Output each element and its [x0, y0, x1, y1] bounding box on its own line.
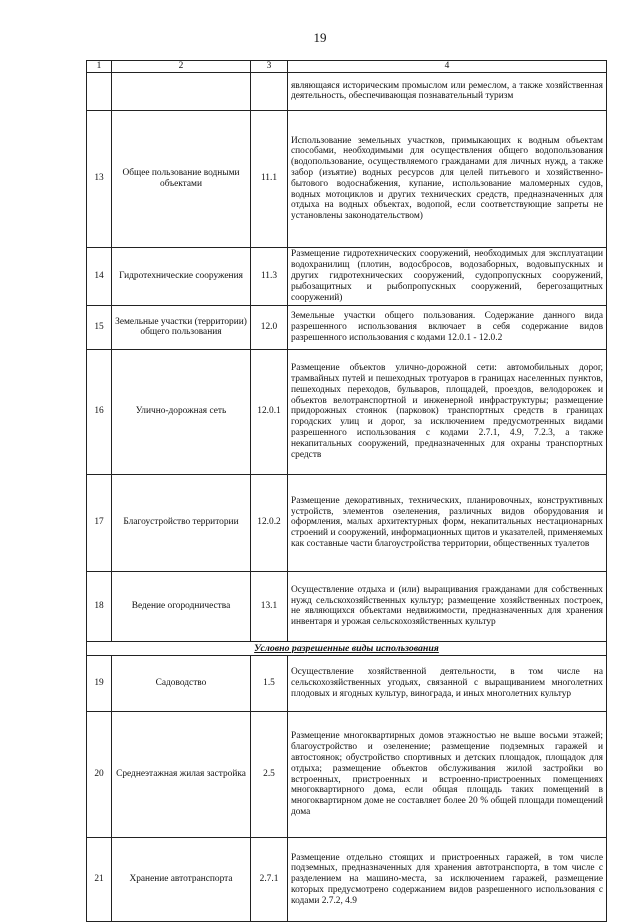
use-description: Осуществление отдыха и (или) выращивания гражданами для собственных нужд сельскохозяйственных культур; размещение хозяйственных построек, не являющихся объектами недвижимости, предназначенных для хранения инвентаря и урожая сельскохозяйственных культур	[288, 571, 607, 641]
use-name: Среднеэтажная жилая застройка	[112, 712, 251, 838]
table-row	[87, 838, 607, 922]
use-code: 2.5	[251, 712, 288, 838]
row-number: 16	[87, 349, 112, 474]
use-description: Размещение декоративных, технических, планировочных, конструктивных устройств, элементов озеленения, различных видов оборудования и оформления, малых архитектурных форм, некапитальных нестационарных строений и сооружений, информационных щитов и указателей, применяемых как составные части благоустройства территории, общественных туалетов	[288, 474, 607, 571]
table-row	[87, 712, 607, 838]
table-row	[87, 305, 607, 349]
use-name: Благоустройство территории	[112, 474, 251, 571]
use-code: 1.5	[251, 656, 288, 712]
use-name	[112, 72, 251, 110]
use-code: 11.3	[251, 247, 288, 305]
use-name: Земельные участки (территории) общего пользования	[112, 305, 251, 349]
row-number: 18	[87, 571, 112, 641]
header-col-2: 2	[112, 61, 251, 73]
land-use-table	[86, 60, 607, 922]
use-code: 12.0.1	[251, 349, 288, 474]
row-number: 21	[87, 838, 112, 922]
row-number: 19	[87, 656, 112, 712]
use-name: Ведение огородничества	[112, 571, 251, 641]
table-row	[87, 349, 607, 474]
use-description: Размещение отдельно стоящих и пристроенных гаражей, в том числе подземных, предназначенных для хранения автотранспорта, в том числе с разделением на машино-места, за исключением гаражей, размещение которых предусмотрено содержанием видов разрешенного использования с кодами 2.7.2, 4.9	[288, 838, 607, 922]
row-number: 17	[87, 474, 112, 571]
use-name: Садоводство	[112, 656, 251, 712]
use-name: Гидротехнические сооружения	[112, 247, 251, 305]
row-number: 14	[87, 247, 112, 305]
use-code	[251, 72, 288, 110]
table-row	[87, 72, 607, 110]
use-name: Хранение автотранспорта	[112, 838, 251, 922]
use-description: являющаяся историческим промыслом или ремеслом, а также хозяйственная деятельность, обеспечивающая познавательный туризм	[288, 72, 607, 110]
use-name: Улично-дорожная сеть	[112, 349, 251, 474]
use-code: 11.1	[251, 110, 288, 247]
row-number: 20	[87, 712, 112, 838]
use-code: 2.7.1	[251, 838, 288, 922]
header-col-1: 1	[87, 61, 112, 73]
table-row	[87, 110, 607, 247]
table-row	[87, 247, 607, 305]
use-code: 13.1	[251, 571, 288, 641]
page-number: 19	[313, 30, 327, 45]
row-number	[87, 72, 112, 110]
table-row	[87, 656, 607, 712]
use-description: Размещение гидротехнических сооружений, необходимых для эксплуатации водохранилищ (плотин, водосбросов, водозаборных, водовыпускных и других гидротехнических сооружений, судопропускных сооружений, рыбозащитных и рыбопропускных сооружений, берегозащитных сооружений)	[288, 247, 607, 305]
table-row	[87, 571, 607, 641]
use-description: Размещение объектов улично-дорожной сети: автомобильных дорог, трамвайных путей и пешеходных тротуаров в границах населенных пунктов, пешеходных переходов, бульваров, площадей, проездов, велодорожек и объектов велотранспортной и инженерной инфраструктуры; размещение придорожных стоянок (парковок) транспортных средств в границах городских улиц и дорог, за исключением предусмотренных видами разрешенного использования с кодами 2.7.1, 4.9, 7.2.3, а также некапитальных сооружений, предназначенных для охраны транспортных средств	[288, 349, 607, 474]
use-description: Использование земельных участков, примыкающих к водным объектам способами, необходимыми для осуществления общего водопользования (водопользование, осуществляемого гражданами для личных нужд, а также забор (изъятие) водных ресурсов для целей питьевого и хозяйственно-бытового водоснабжения, купание, использование маломерных судов, водных мотоциклов и других технических средств, предназначенных для отдыха на водных объектах, водопой, если соответствующие запреты не установлены законодательством)	[288, 110, 607, 247]
use-code: 12.0.2	[251, 474, 288, 571]
row-number: 15	[87, 305, 112, 349]
section-title: Условно разрешенные виды использования	[87, 641, 607, 655]
section-row	[87, 641, 607, 655]
table-header-row	[87, 61, 607, 73]
use-code: 12.0	[251, 305, 288, 349]
header-col-4: 4	[288, 61, 607, 73]
header-col-3: 3	[251, 61, 288, 73]
use-description: Земельные участки общего пользования. Содержание данного вида разрешенного использования включает в себя содержание видов разрешенного использования с кодами 12.0.1 - 12.0.2	[288, 305, 607, 349]
use-description: Размещение многоквартирных домов этажностью не выше восьми этажей; благоустройство и озеленение; размещение подземных гаражей и автостоянок; обустройство спортивных и детских площадок, площадок для отдыха; размещение объектов обслуживания жилой застройки во встроенных, пристроенных и встроенно-пристроенных помещениях многоквартирного дома, если общая площадь таких помещений в многоквартирном доме не составляет более 20 % общей площади помещений дома	[288, 712, 607, 838]
use-description: Осуществление хозяйственной деятельности, в том числе на сельскохозяйственных угодьях, связанной с выращиванием многолетних плодовых и ягодных культур, винограда, и иных многолетних культур	[288, 656, 607, 712]
row-number: 13	[87, 110, 112, 247]
use-name: Общее пользование водными объектами	[112, 110, 251, 247]
table-row	[87, 474, 607, 571]
